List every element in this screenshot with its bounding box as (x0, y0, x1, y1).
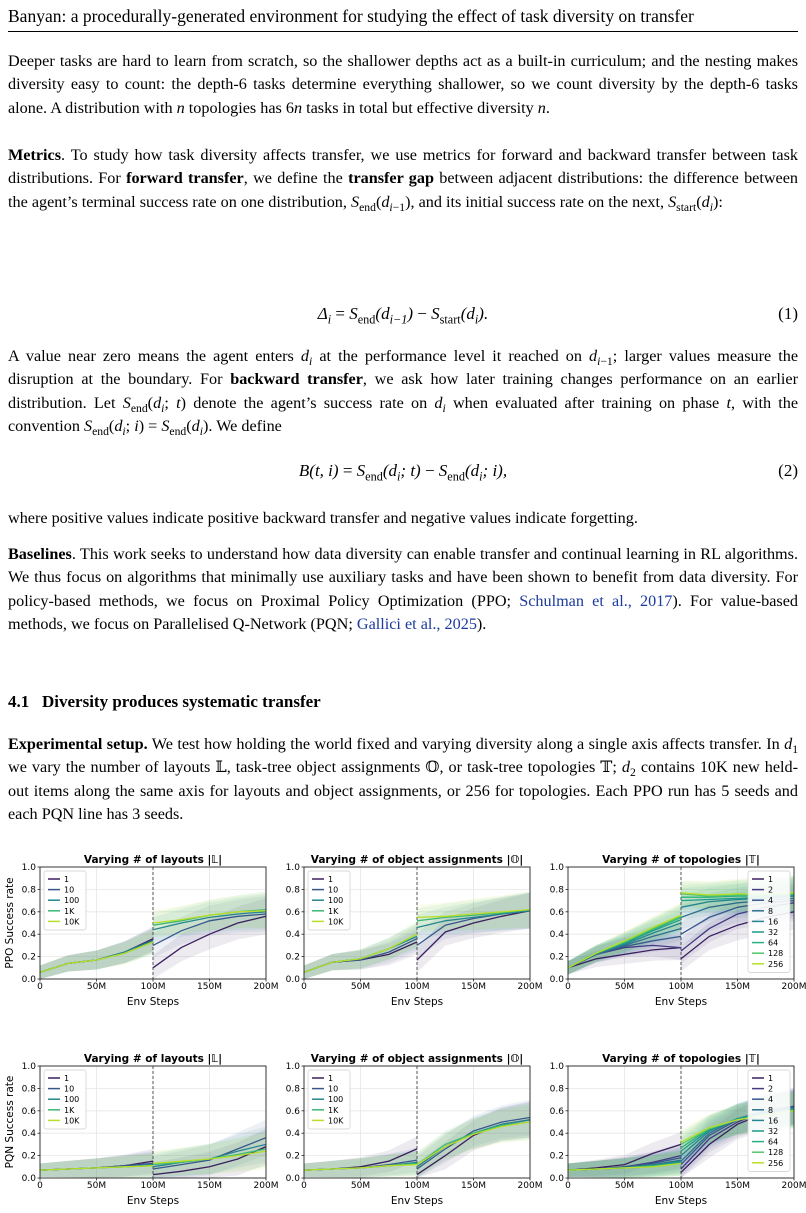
y-tick-label: 0.6 (21, 907, 36, 918)
x-tick-label: 150M (461, 1181, 486, 1191)
y-tick-label: 0.0 (285, 975, 300, 985)
y-tick-label: 1.0 (549, 863, 564, 873)
y-tick-label: 0.2 (21, 952, 36, 963)
x-tick-label: 150M (725, 982, 750, 992)
y-tick-label: 0.0 (21, 1174, 36, 1184)
legend-label-1: 1 (768, 875, 774, 884)
legend-label-1: 1 (328, 1074, 334, 1083)
chart-title: Varying # of object assignments |𝕆| (310, 854, 524, 866)
x-axis-label: Env Steps (654, 996, 708, 1008)
x-tick-label: 100M (404, 1181, 430, 1191)
x-tick-label: 0 (565, 982, 571, 992)
section-heading: 4.1 Diversity produces systematic transfer (8, 692, 321, 711)
legend-label-256: 256 (768, 959, 784, 969)
x-tick-label: 100M (140, 982, 166, 992)
legend (748, 871, 790, 972)
legend-label-1: 1 (64, 875, 70, 884)
chart-title: Varying # of layouts |𝕃| (83, 854, 223, 866)
y-tick-label: 1.0 (21, 1062, 36, 1072)
y-tick-label: 0.8 (549, 1084, 564, 1095)
x-tick-label: 0 (37, 1181, 43, 1191)
y-tick-label: 0.4 (21, 1129, 36, 1140)
baselines-heading: Baselines (8, 545, 72, 563)
y-tick-label: 0.2 (21, 1151, 36, 1162)
legend-label-128: 128 (768, 949, 784, 959)
legend-label-128: 128 (768, 1148, 784, 1158)
y-tick-label: 0.6 (285, 1106, 300, 1117)
x-tick-label: 200M (517, 982, 542, 992)
x-axis-label: Env Steps (390, 1195, 444, 1207)
x-axis-label: Env Steps (126, 1195, 180, 1207)
legend-label-32: 32 (768, 928, 779, 937)
chart-title: Varying # of topologies |𝕋| (602, 1053, 760, 1065)
legend-label-64: 64 (768, 1137, 779, 1147)
legend-label-10: 10 (64, 1084, 75, 1094)
y-tick-label: 1.0 (285, 863, 300, 873)
y-tick-label: 0.2 (285, 952, 300, 963)
running-title: Banyan: a procedurally-generated environment for studying the effect of task diversity on transfer (8, 6, 798, 32)
paragraph-backward-meaning: where positive values indicate positive backward transfer and negative values indicate forgetting. (8, 509, 638, 527)
legend-label-1: 1 (64, 1074, 70, 1083)
metrics-heading: Metrics (8, 146, 62, 164)
legend-label-1K: 1K (64, 1105, 75, 1115)
x-tick-label: 50M (350, 982, 371, 992)
setup-heading: Experimental setup. (8, 735, 148, 753)
equation-1: $\Delta_i = S_{end}(d_{i-1}) - S_{start}(d_i)$. (1) (317, 304, 798, 327)
chart-ppo-3 (528, 851, 806, 1014)
y-tick-label: 0.0 (549, 1174, 564, 1184)
x-tick-label: 200M (517, 1181, 542, 1191)
legend-label-1: 1 (768, 1074, 774, 1083)
x-tick-label: 0 (301, 982, 307, 992)
x-tick-label: 200M (781, 1181, 806, 1191)
x-tick-label: 0 (301, 1181, 307, 1191)
y-axis-label: PPO Success rate (4, 877, 16, 969)
legend-label-2: 2 (768, 885, 774, 895)
legend (748, 1070, 790, 1171)
legend-label-1: 1 (328, 875, 334, 884)
x-axis-label: Env Steps (126, 996, 180, 1008)
legend-label-10: 10 (328, 885, 339, 895)
x-tick-label: 50M (614, 982, 635, 992)
legend-label-10: 10 (64, 885, 75, 895)
legend-label-64: 64 (768, 938, 779, 948)
legend-label-8: 8 (768, 1105, 774, 1115)
y-tick-label: 0.4 (549, 930, 564, 941)
y-tick-label: 1.0 (285, 1062, 300, 1072)
legend-label-1K: 1K (328, 1105, 339, 1115)
chart-title: Varying # of topologies |𝕋| (602, 854, 760, 866)
legend-label-100: 100 (328, 896, 344, 906)
x-tick-label: 50M (350, 1181, 371, 1191)
y-axis-label: PQN Success rate (4, 1075, 16, 1169)
citation-schulman[interactable]: Schulman et al., 2017 (519, 591, 673, 610)
legend-label-100: 100 (328, 1095, 344, 1105)
legend-label-2: 2 (768, 1084, 774, 1094)
y-tick-label: 0.8 (285, 1084, 300, 1095)
legend-label-10K: 10K (328, 1116, 344, 1126)
legend-label-1K: 1K (64, 906, 75, 916)
legend (308, 871, 350, 930)
y-tick-label: 0.2 (285, 1151, 300, 1162)
y-tick-label: 0.8 (285, 885, 300, 896)
x-tick-label: 100M (140, 1181, 166, 1191)
y-tick-label: 0.6 (549, 907, 564, 918)
x-tick-label: 200M (781, 982, 806, 992)
y-tick-label: 0.6 (285, 907, 300, 918)
y-tick-label: 0.4 (549, 1129, 564, 1140)
y-tick-label: 0.8 (21, 885, 36, 896)
legend-label-256: 256 (768, 1158, 784, 1168)
legend-label-100: 100 (64, 896, 80, 906)
x-tick-label: 200M (253, 982, 278, 992)
y-tick-label: 0.6 (21, 1106, 36, 1117)
legend-label-10K: 10K (64, 917, 80, 927)
legend-label-16: 16 (768, 1116, 779, 1126)
y-tick-label: 0.8 (21, 1084, 36, 1095)
paragraph-curriculum: Deeper tasks are hard to learn from scratch, so the shallower depths act as a built-in curriculum; and the nesting makes diversity easy to count: the depth-6 tasks determine everything shallower, so we count diversity by the depth-6 tasks alone. A distribution with n topologies has 6n tasks in total but effective diversity n. (8, 52, 798, 117)
x-tick-label: 50M (614, 1181, 635, 1191)
paragraph-metrics: Metrics. To study how task diversity affects transfer, we use metrics for forward and backward transfer between task distributions. For forward transfer, we define the transfer gap between adjacent distributions: the difference between the agent’s terminal success rate on one distribution, $S_{end}(d_{i-1})$, and its initial success rate on the next, $S_{start}(d_i)$: (8, 146, 799, 215)
chart-pqn-1 (0, 1050, 278, 1213)
legend-label-100: 100 (64, 1095, 80, 1105)
legend-label-32: 32 (768, 1127, 779, 1136)
y-tick-label: 0.4 (285, 930, 300, 941)
legend-label-10K: 10K (64, 1116, 80, 1126)
x-tick-label: 50M (86, 982, 107, 992)
equation-2: B(t, $i) = S_{end}(d_i$; $t) - S_{end}(d_i$; i), (2) (298, 461, 798, 484)
legend-label-10K: 10K (328, 917, 344, 927)
chart-title: Varying # of layouts |𝕃| (83, 1053, 223, 1065)
y-tick-label: 1.0 (549, 1062, 564, 1072)
y-tick-label: 0.0 (549, 975, 564, 985)
paragraph-experimental-setup: Experimental setup. We test how holding the world fixed and varying diversity along a single axis affects transfer. In $d_1$ we vary the number of layouts 𝕃, task-tree object assignments 𝕆, or task-tree topologies 𝕋; $d_2$ contains 10K new held-out items along the same axis for layouts and object assignments, or 256 for topologies. Each PPO run has 5 seeds and each PQN line has 3 seeds. (8, 735, 799, 824)
legend-label-8: 8 (768, 906, 774, 916)
x-tick-label: 150M (461, 982, 486, 992)
y-tick-label: 1.0 (21, 863, 36, 873)
chart-pqn-3 (528, 1050, 806, 1213)
legend (44, 1070, 86, 1129)
paragraph-backward: A value near zero means the agent enters $d_i$ at the performance level it reached on $d_{i-1}$; larger values measure the disruption at the boundary. For backward transfer, we ask how later training changes performance on an earlier distribution. Let $S_{end}(d_i$; t) denote the agent’s success rate on $d_i$ when evaluated after training on phase t, with the convention $S_{end}(d_i$; $i) = S_{end}(d_i)$. We define (8, 347, 799, 439)
x-axis-label: Env Steps (390, 996, 444, 1008)
legend (308, 1070, 350, 1129)
chart-title: Varying # of object assignments |𝕆| (310, 1053, 524, 1065)
chart-ppo-2 (264, 851, 542, 1014)
equation-2-number: (2) (778, 461, 798, 480)
legend-label-1K: 1K (328, 906, 339, 916)
legend (44, 871, 86, 930)
x-tick-label: 100M (668, 1181, 694, 1191)
y-tick-label: 0.0 (21, 975, 36, 985)
x-tick-label: 0 (565, 1181, 571, 1191)
x-axis-label: Env Steps (654, 1195, 708, 1207)
equation-1-number: (1) (778, 304, 798, 323)
y-tick-label: 0.0 (285, 1174, 300, 1184)
y-tick-label: 0.8 (549, 885, 564, 896)
y-tick-label: 0.2 (549, 952, 564, 963)
y-tick-label: 0.6 (549, 1106, 564, 1117)
citation-gallici[interactable]: Gallici et al., 2025 (356, 615, 477, 634)
x-tick-label: 50M (86, 1181, 107, 1191)
legend-label-4: 4 (768, 896, 774, 906)
x-tick-label: 100M (668, 982, 694, 992)
paragraph-baselines: Baselines. This work seeks to understand how data diversity can enable transfer and continual learning in RL algorithms. We thus focus on algorithms that minimally use auxiliary tasks and have been shown to benefit from data diversity. For policy-based methods, we focus on Proximal Policy Optimization (PPO; Schulman et al., 2017). For value-based methods, we focus on Parallelised Q-Network (PQN; Gallici et al., 2025). (8, 545, 799, 634)
x-tick-label: 200M (253, 1181, 278, 1191)
legend-label-16: 16 (768, 917, 779, 927)
legend-label-10: 10 (328, 1084, 339, 1094)
y-tick-label: 0.4 (21, 930, 36, 941)
chart-pqn-2 (264, 1050, 542, 1213)
x-tick-label: 150M (197, 1181, 222, 1191)
chart-ppo-1 (0, 851, 278, 1014)
x-tick-label: 100M (404, 982, 430, 992)
x-tick-label: 0 (37, 982, 43, 992)
y-tick-label: 0.4 (285, 1129, 300, 1140)
x-tick-label: 150M (725, 1181, 750, 1191)
y-tick-label: 0.2 (549, 1151, 564, 1162)
x-tick-label: 150M (197, 982, 222, 992)
legend-label-4: 4 (768, 1095, 774, 1105)
